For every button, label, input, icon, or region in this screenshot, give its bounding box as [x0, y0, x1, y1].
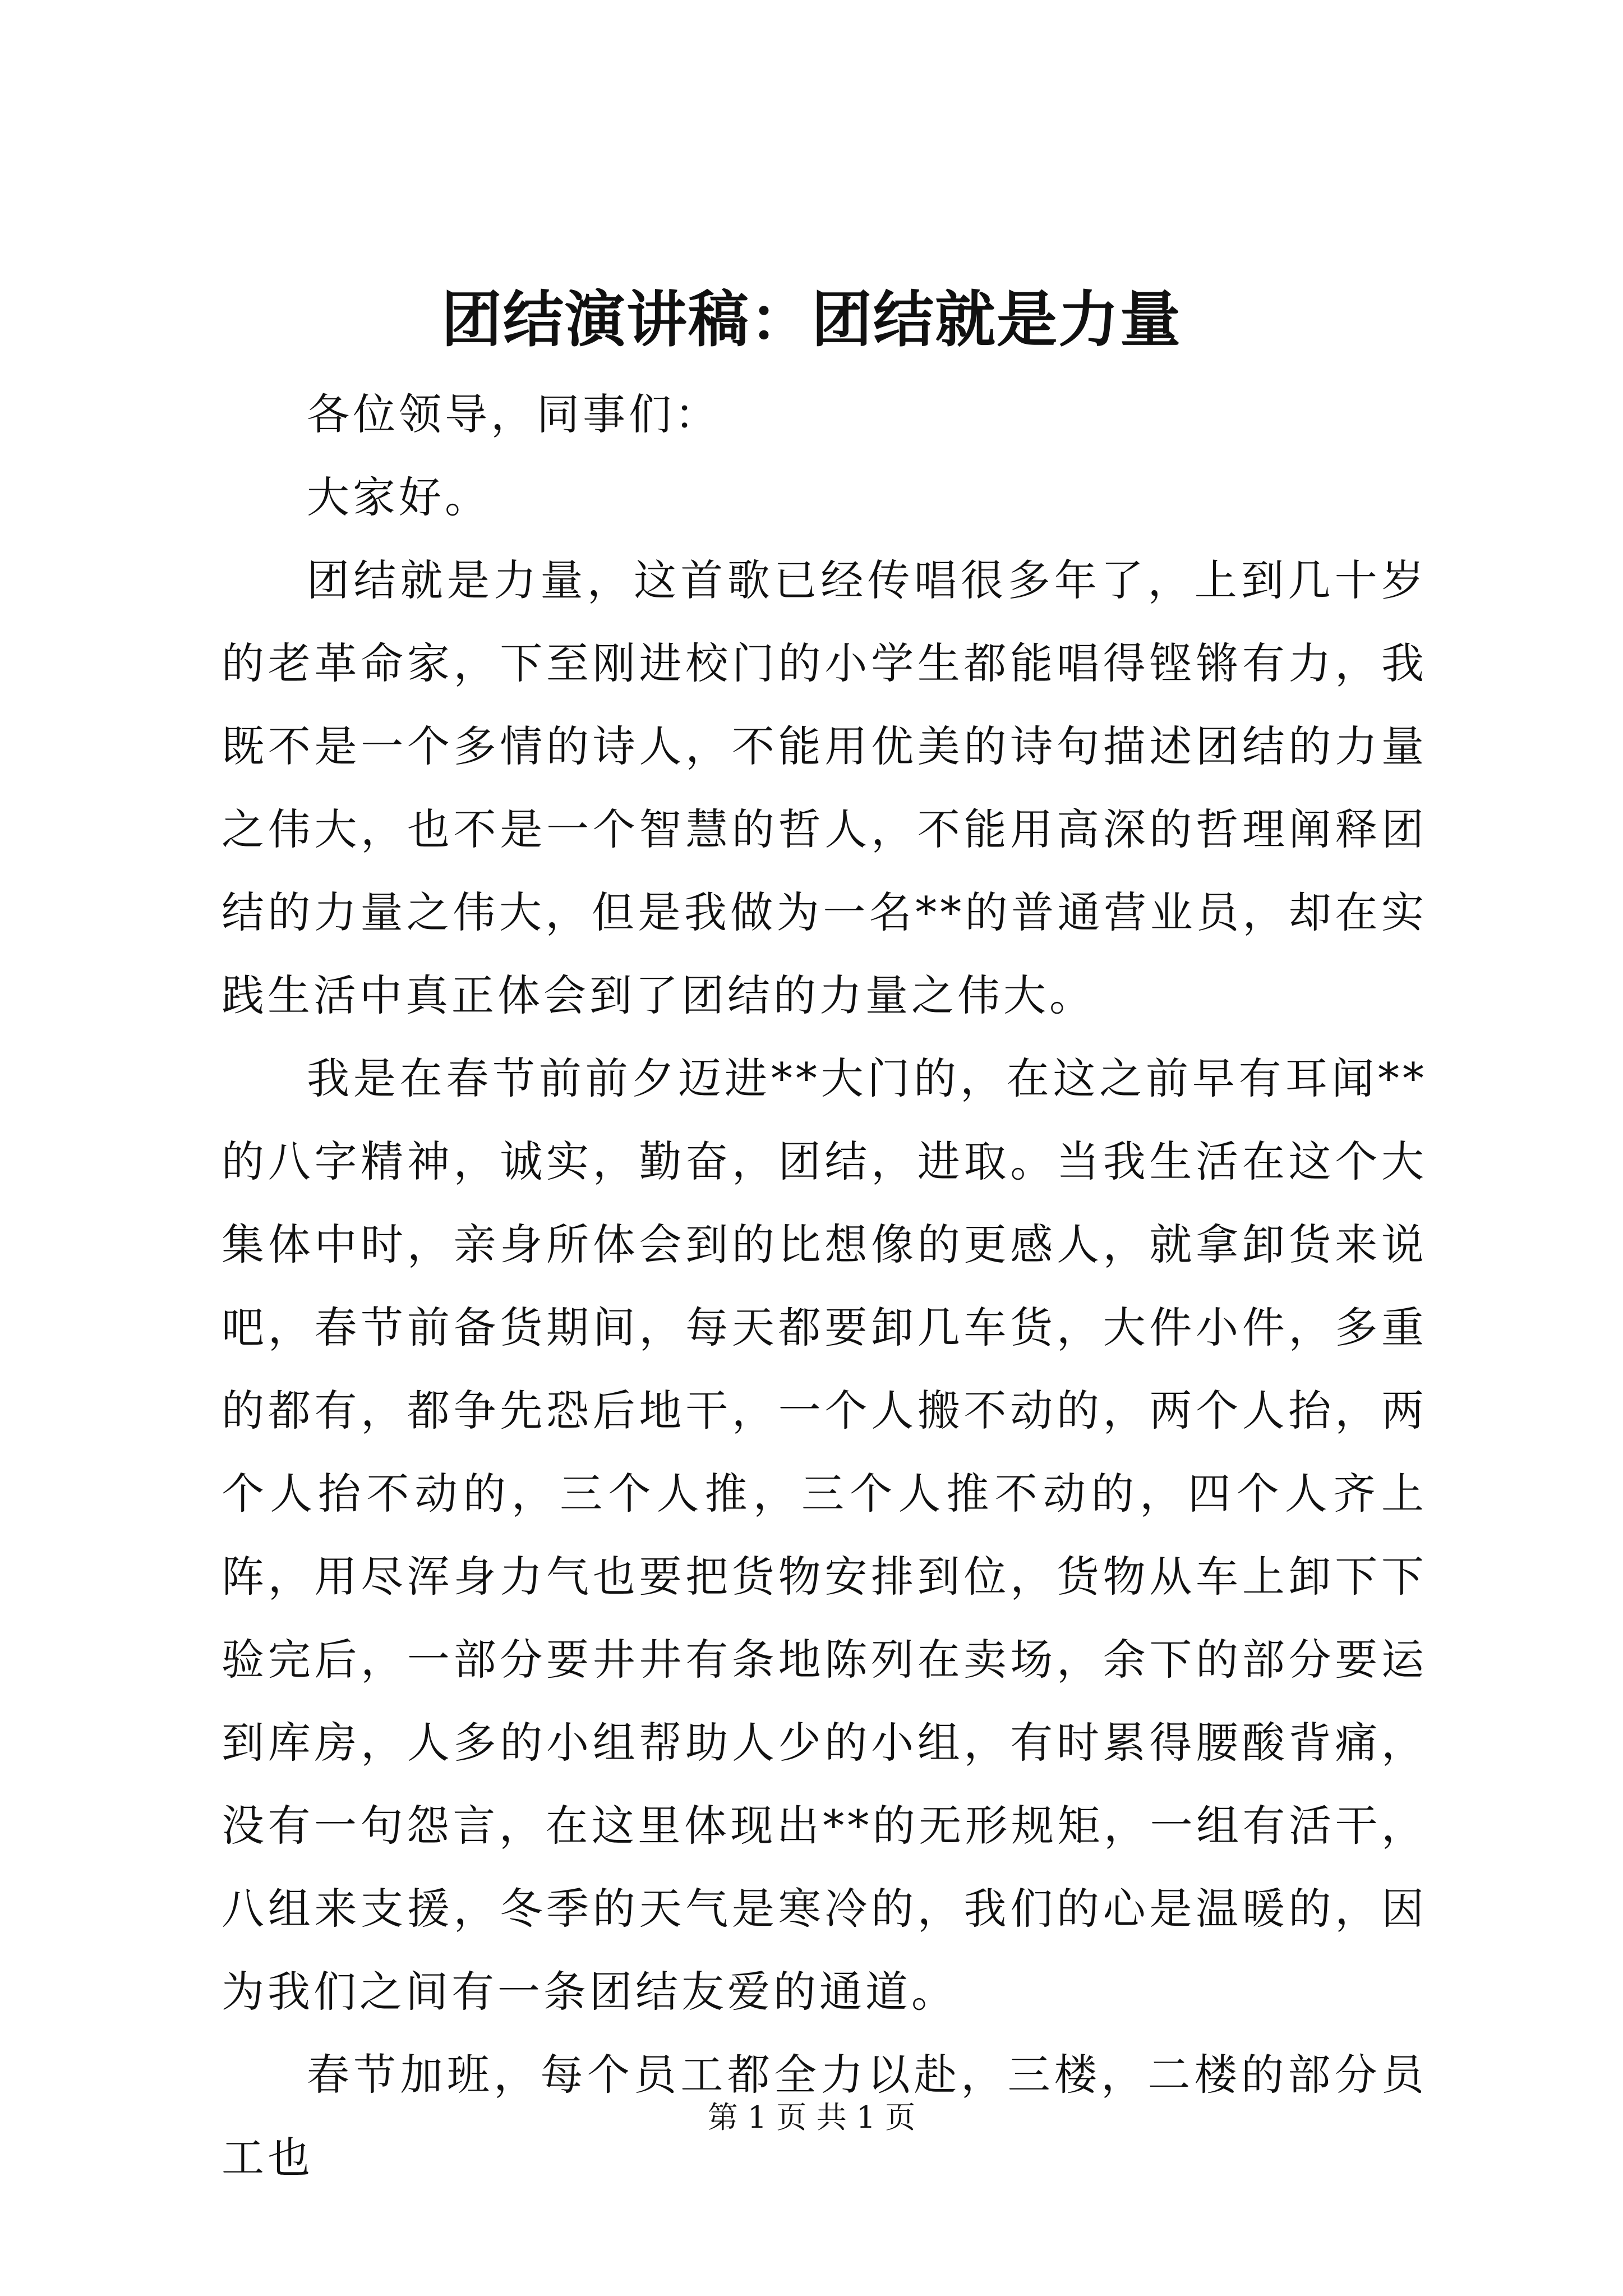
body-paragraph: 我是在春节前前夕迈进**大门的，在这之前早有耳闻**的八字精神，诚实，勤奋，团结，进取。当我生活在这个大集体中时，亲身所体会到的比想像的更感人，就拿卸货来说吧，春节前备货期间，每天都要卸几车货，大件小件，多重的都有，都争先恐后地干，一个人搬不动的，两个人抬，两个人抬不动的，三个人推，三个人推不动的，四个人齐上阵，用尽浑身力气也要把货物安排到位，货物从车上卸下下验完后，一部分要井井有条地陈列在卖场，余下的部分要运到库房，人多的小组帮助人少的小组，有时累得腰酸背痛，没有一句怨言，在这里体现出**的无形规矩，一组有活干，八组来支援，冬季的天气是寒冷的，我们的心是温暖的，因为我们之间有一条团结友爱的通道。: [222, 1053, 1427, 2017]
salutation-paragraph: 各位领导，同事们：: [307, 389, 721, 439]
document-body: [222, 373, 1427, 2200]
document-title: 团结演讲稿：团结就是力量: [441, 284, 1182, 355]
body-paragraph: 团结就是力量，这首歌已经传唱很多年了，上到几十岁的老革命家，下至刚进校门的小学生都能唱得铿锵有力，我既不是一个多情的诗人，不能用优美的诗句描述团结的力量之伟大，也不是一个智慧的哲人，不能用高深的哲理阐释团结的力量之伟大，但是我做为一名**的普通营业员，却在实践生活中真正体会到了团结的力量之伟大。: [222, 555, 1427, 1020]
greeting-paragraph: 大家好。: [307, 472, 491, 522]
body-paragraph: 春节加班，每个员工都全力以赴，三楼，二楼的部分员工也: [222, 2050, 1427, 2183]
page-footer: 第 1 页 共 1 页: [707, 2100, 916, 2135]
